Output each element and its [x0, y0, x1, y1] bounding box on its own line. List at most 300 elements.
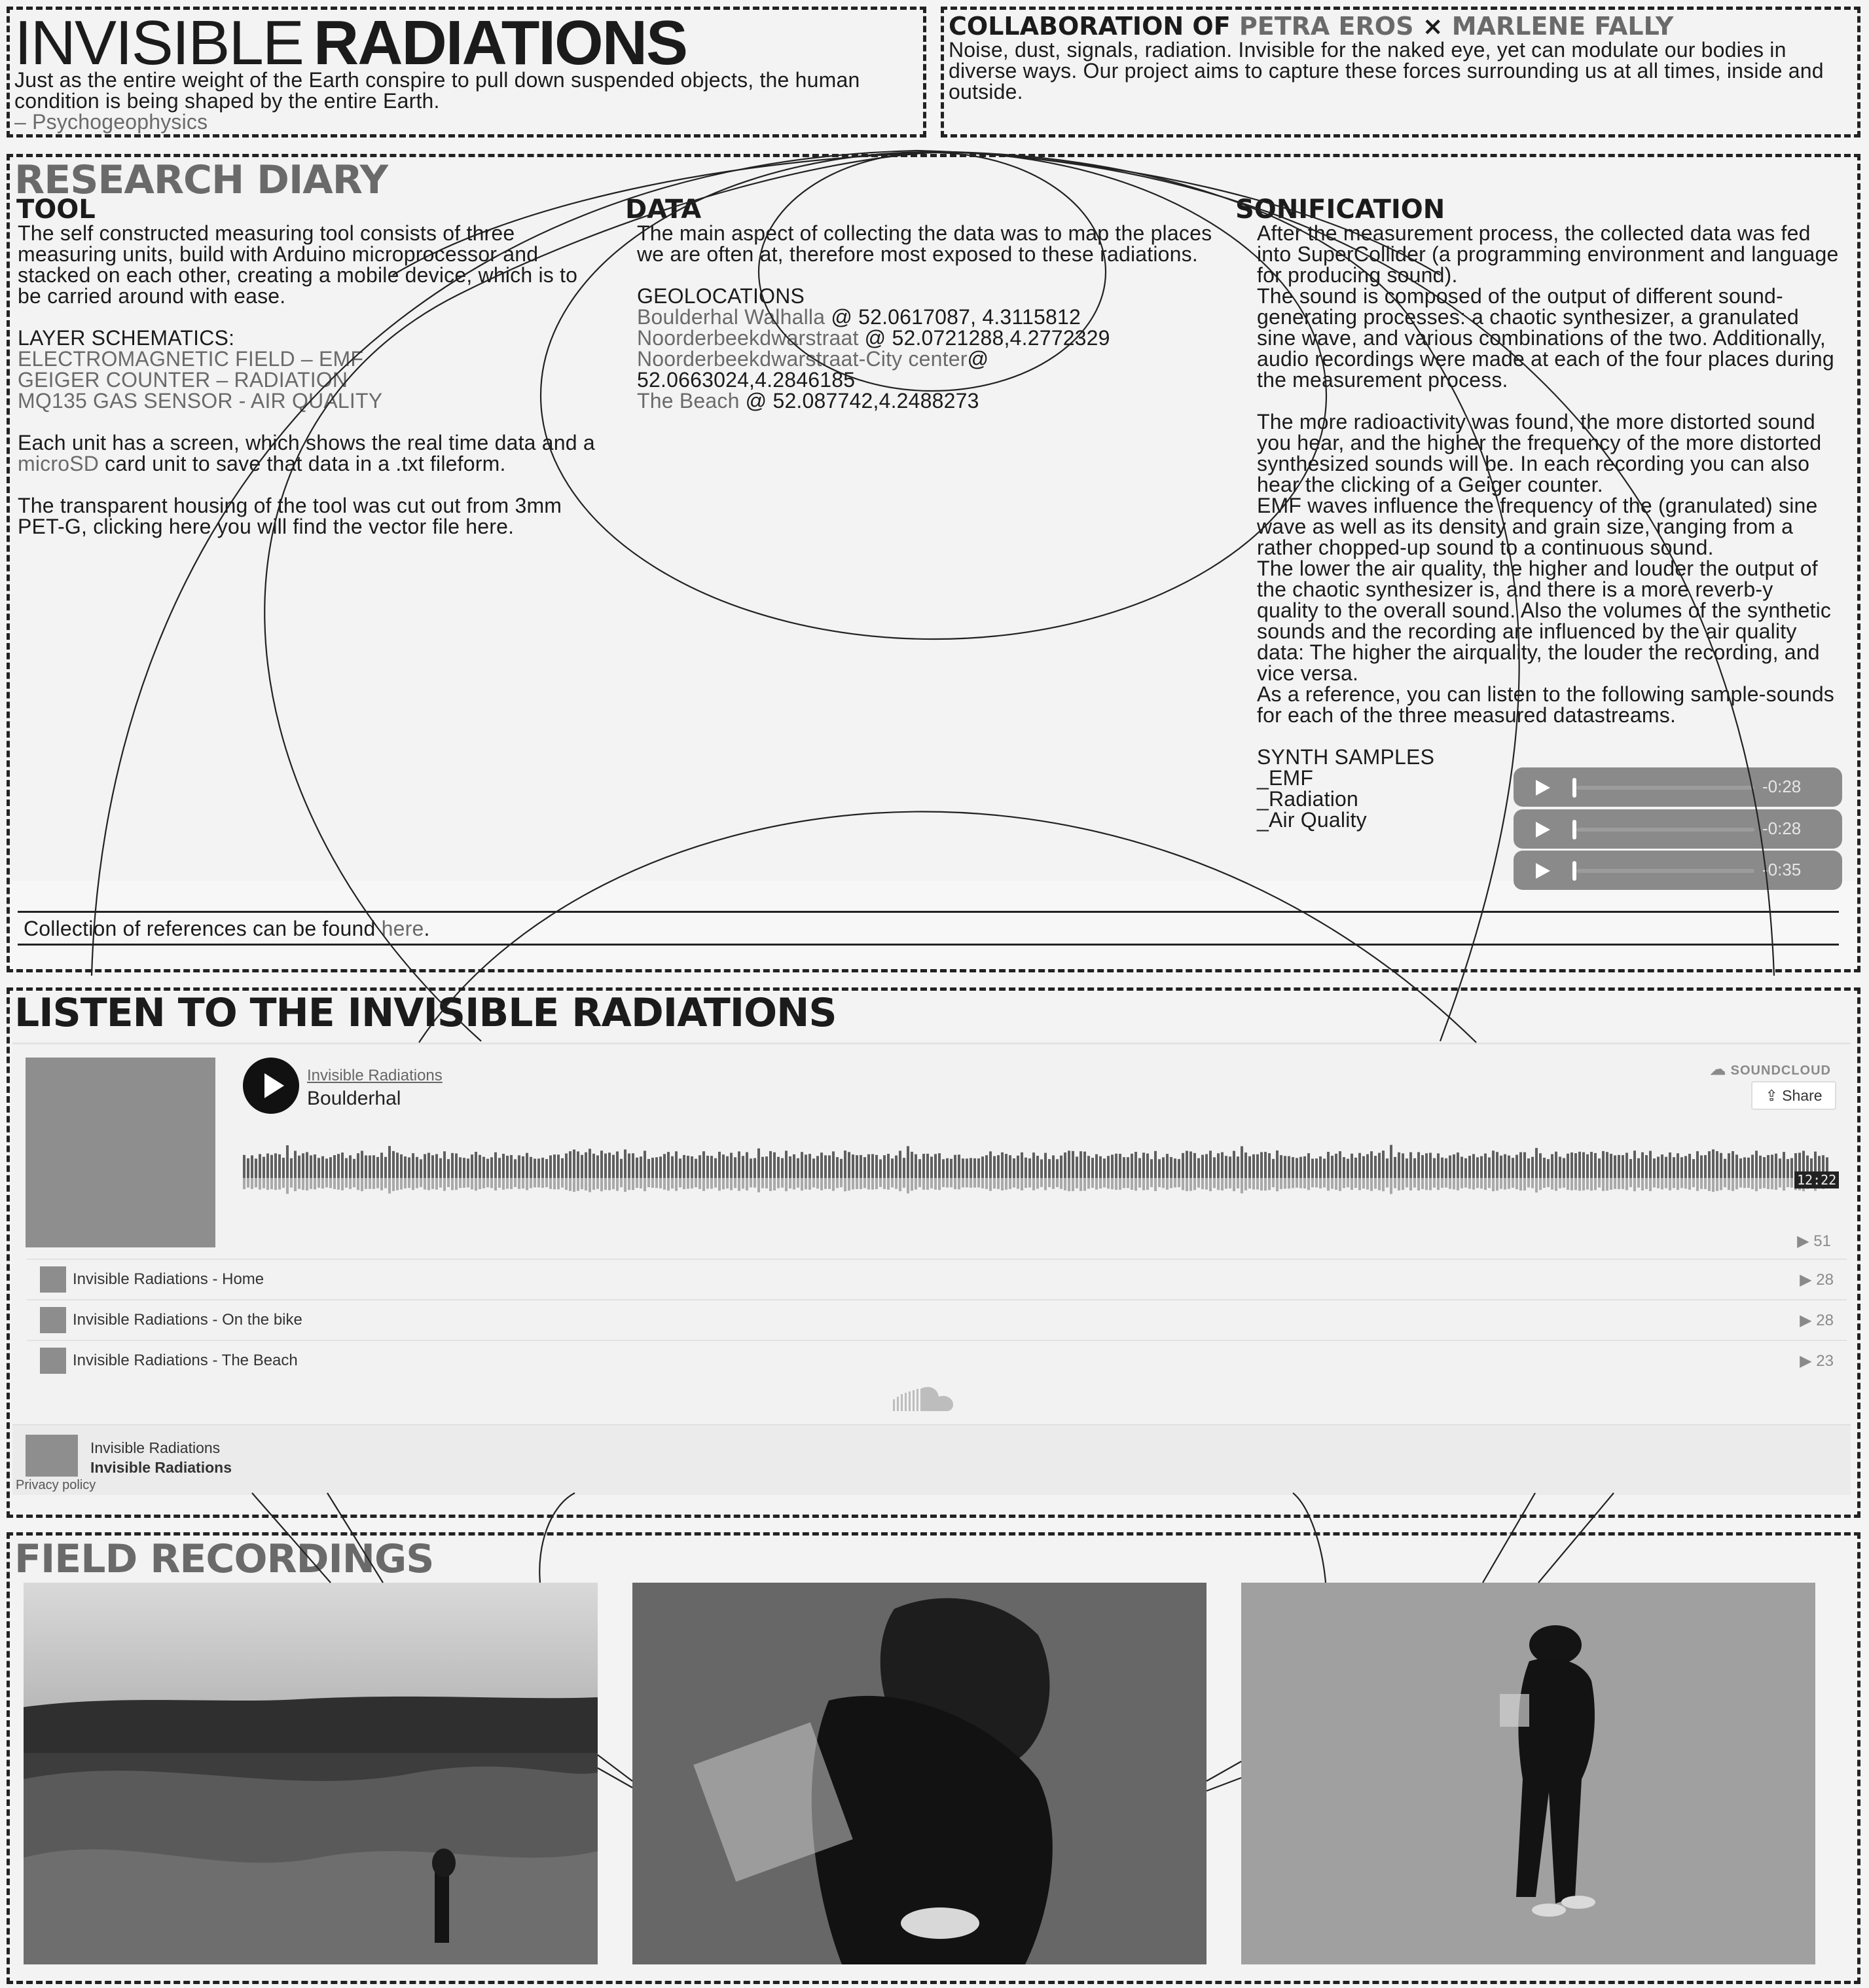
waveform-reflection — [585, 1178, 587, 1190]
waveform-reflection — [1292, 1178, 1294, 1188]
waveform-reflection — [380, 1178, 383, 1190]
waveform-bar — [451, 1153, 454, 1178]
waveform-bar — [282, 1158, 285, 1178]
waveform-reflection — [1512, 1178, 1514, 1188]
waveform-reflection — [812, 1178, 815, 1187]
collab-name-1[interactable]: PETRA EROS — [1239, 12, 1414, 41]
waveform-reflection — [1107, 1178, 1110, 1188]
waveform-bar — [1649, 1151, 1652, 1178]
waveform-reflection — [1005, 1178, 1007, 1190]
waveform-bar — [1382, 1150, 1385, 1178]
waveform-reflection — [1347, 1178, 1349, 1187]
waveform-reflection — [376, 1178, 379, 1188]
waveform-reflection — [789, 1178, 791, 1188]
waveform-bar — [1354, 1158, 1357, 1178]
references-link[interactable]: here — [381, 917, 424, 940]
waveform-bar — [314, 1154, 316, 1178]
waveform-bar — [616, 1151, 619, 1178]
waveform-bar — [706, 1156, 709, 1178]
waveform-reflection — [1657, 1178, 1660, 1188]
waveform-bar — [962, 1158, 964, 1178]
waveform-bar — [384, 1157, 387, 1178]
waveform-reflection — [1590, 1178, 1593, 1190]
photo-dunes[interactable] — [24, 1583, 598, 1964]
sonification-line: the measurement process. — [1257, 368, 1508, 392]
waveform-bar — [1284, 1156, 1286, 1178]
audio-time: -0:35 — [1762, 860, 1802, 879]
waveform-bar — [1716, 1151, 1718, 1178]
waveform-bar — [1142, 1152, 1145, 1178]
waveform-reflection — [1288, 1178, 1290, 1188]
waveform-bar — [1653, 1158, 1656, 1178]
waveform-bar — [1783, 1152, 1785, 1178]
geolocation-item: Noorderbeekdwarstraat-City center@ — [637, 347, 989, 371]
audio-player-air-quality[interactable] — [1514, 851, 1842, 890]
waveform-bar — [1610, 1154, 1612, 1178]
photo-measuring-tool[interactable] — [632, 1583, 1207, 1964]
play-icon[interactable] — [1536, 822, 1550, 838]
waveform-reflection — [922, 1178, 925, 1190]
waveform-reflection — [1189, 1178, 1192, 1191]
geolocation-link[interactable]: Noorderbeekdwarstraat — [637, 326, 859, 350]
privacy-policy-link[interactable]: Privacy policy — [16, 1478, 96, 1492]
waveform-reflection — [1680, 1178, 1683, 1188]
waveform-bar — [1362, 1156, 1365, 1178]
waveform-bar — [361, 1150, 363, 1178]
waveform-bar — [608, 1152, 611, 1178]
waveform-bar — [1193, 1153, 1196, 1178]
waveform-reflection — [675, 1178, 678, 1191]
waveform-bar — [1056, 1159, 1059, 1178]
waveform-bar — [553, 1154, 556, 1178]
waveform-bar — [1087, 1156, 1090, 1178]
waveform-reflection — [1633, 1178, 1636, 1191]
artist-link[interactable]: Invisible Radiations — [307, 1067, 443, 1084]
waveform-bar — [1107, 1156, 1110, 1178]
seek-track[interactable] — [1576, 786, 1754, 790]
waveform-bar — [1409, 1152, 1412, 1178]
share-button[interactable]: ⇪ Share — [1751, 1081, 1836, 1110]
waveform-reflection — [1080, 1178, 1082, 1191]
waveform-reflection — [1728, 1178, 1730, 1190]
waveform-reflection — [1743, 1178, 1746, 1188]
playlist-track-name[interactable]: Invisible Radiations - Home — [73, 1270, 264, 1288]
sonification-line: hear the clicking of a Geiger counter. — [1257, 473, 1603, 496]
waveform-bar — [1162, 1157, 1165, 1178]
waveform-reflection — [954, 1178, 956, 1189]
seek-track[interactable] — [1576, 869, 1754, 873]
waveform-reflection — [286, 1178, 289, 1194]
waveform-reflection — [781, 1178, 784, 1188]
waveform-bar — [1123, 1157, 1125, 1178]
waveform-reflection — [427, 1178, 430, 1190]
waveform-bar — [1500, 1156, 1502, 1178]
waveform-reflection — [1735, 1178, 1738, 1189]
waveform-bar — [1131, 1154, 1133, 1178]
waveform-bar — [1476, 1157, 1479, 1178]
waveform-reflection — [251, 1178, 253, 1189]
waveform-bar — [376, 1157, 379, 1178]
waveform-bar — [1472, 1154, 1475, 1178]
waveform-bar — [471, 1154, 473, 1178]
waveform-bar — [1028, 1158, 1031, 1178]
waveform-reflection — [1201, 1178, 1204, 1189]
waveform-bar — [298, 1156, 300, 1178]
waveform-reflection — [1123, 1178, 1125, 1188]
audio-player-radiation[interactable] — [1514, 809, 1842, 849]
waveform-reflection — [518, 1178, 520, 1189]
waveform-reflection — [1484, 1178, 1487, 1190]
waveform-bar — [687, 1156, 689, 1178]
waveform-bar — [353, 1159, 355, 1178]
waveform-bar — [738, 1151, 740, 1178]
collab-prefix: COLLABORATION OF — [949, 12, 1231, 41]
sonification-line: quality to the overall sound. Also the volumes of the synthetic — [1257, 598, 1832, 622]
waveform-reflection — [734, 1178, 736, 1188]
waveform-reflection — [1618, 1178, 1620, 1189]
waveform-bar — [1339, 1151, 1341, 1178]
audio-time: -0:28 — [1762, 777, 1802, 796]
waveform-bar — [1091, 1158, 1094, 1178]
waveform-reflection — [372, 1178, 375, 1189]
waveform-reflection — [514, 1178, 517, 1187]
waveform-bar — [848, 1152, 850, 1178]
waveform-reflection — [773, 1178, 776, 1190]
waveform-bar — [1276, 1150, 1279, 1178]
waveform-bar — [1488, 1158, 1491, 1178]
waveform-bar — [530, 1157, 532, 1178]
waveform-reflection — [1021, 1178, 1023, 1190]
waveform-reflection — [1441, 1178, 1443, 1188]
data-paragraph-line: we are often at, therefore most exposed to these radiations. — [637, 242, 1198, 266]
waveform-reflection — [1036, 1178, 1039, 1188]
geolocation-link[interactable]: The Beach — [637, 389, 740, 413]
synth-samples-heading: SYNTH SAMPLES — [1257, 745, 1435, 769]
waveform-bar — [416, 1157, 418, 1178]
collab-name-2[interactable]: MARLENE FALLY — [1451, 12, 1674, 41]
waveform-bar — [663, 1154, 666, 1178]
waveform-reflection — [1594, 1178, 1597, 1190]
layer-geiger-link[interactable]: GEIGER COUNTER – RADIATION — [18, 368, 348, 392]
waveform-reflection — [730, 1178, 733, 1190]
playlist-track-row[interactable] — [27, 1340, 1847, 1379]
waveform-reflection — [1464, 1178, 1467, 1188]
waveform-reflection — [1461, 1178, 1463, 1188]
sonification-line: The lower the air quality, the higher and louder the output of — [1257, 557, 1818, 580]
waveform-reflection — [1720, 1178, 1722, 1190]
sonification-line: generating processes: a chaotic synthesizer, a granulated — [1257, 305, 1799, 329]
waveform-bar — [911, 1152, 913, 1178]
waveform-reflection — [628, 1178, 630, 1190]
waveform-reflection — [946, 1178, 949, 1188]
waveform-bar — [392, 1151, 395, 1178]
waveform-bar — [1775, 1154, 1777, 1178]
waveform-bar — [1127, 1157, 1129, 1178]
waveform-bar — [742, 1156, 744, 1178]
waveform-bar — [1700, 1155, 1703, 1178]
tool-housing-line[interactable]: PET-G, clicking here you will find the vector file here. — [18, 515, 515, 538]
playlist-track-row[interactable] — [27, 1259, 1847, 1298]
waveform-reflection — [1205, 1178, 1208, 1190]
waveform-bar — [1582, 1152, 1585, 1178]
waveform-bar — [1111, 1154, 1114, 1178]
waveform-bar — [467, 1158, 469, 1178]
soundcloud-cloud-icon[interactable] — [892, 1385, 954, 1414]
waveform-reflection — [310, 1178, 312, 1189]
waveform-bar — [510, 1155, 513, 1178]
waveform-reflection — [1519, 1178, 1522, 1190]
waveform-reflection — [577, 1178, 579, 1191]
waveform-reflection — [1323, 1178, 1326, 1187]
waveform-bar — [1661, 1154, 1663, 1178]
waveform-reflection — [1677, 1178, 1679, 1190]
waveform-bar — [1441, 1158, 1443, 1178]
waveform-bar — [1260, 1152, 1263, 1178]
waveform-reflection — [714, 1178, 717, 1188]
sonification-line: EMF waves influence the frequency of the (granulated) sine — [1257, 494, 1818, 517]
waveform-bar — [1551, 1154, 1553, 1178]
waveform-reflection — [742, 1178, 744, 1188]
waveform-bar — [883, 1155, 886, 1178]
waveform-bar — [726, 1156, 729, 1178]
waveform-bar — [592, 1154, 595, 1178]
waveform-reflection — [1567, 1178, 1569, 1190]
waveform-reflection — [930, 1178, 933, 1188]
waveform-bar — [1080, 1151, 1082, 1178]
waveform-reflection — [1150, 1178, 1153, 1187]
waveform-reflection — [1319, 1178, 1322, 1188]
waveform-reflection — [361, 1178, 363, 1191]
waveform-bar — [1158, 1159, 1161, 1178]
play-button[interactable] — [243, 1058, 299, 1114]
waveform-bar — [640, 1156, 642, 1178]
waveform-bar — [522, 1156, 524, 1178]
waveform-reflection — [860, 1178, 862, 1189]
waveform-reflection — [1653, 1178, 1656, 1187]
waveform-bar — [966, 1158, 968, 1178]
waveform-reflection — [915, 1178, 917, 1190]
waveform-bar — [1146, 1154, 1149, 1178]
waveform-bar — [1358, 1153, 1361, 1178]
waveform-reflection — [1531, 1178, 1534, 1188]
waveform-bar — [486, 1159, 489, 1178]
waveform-bar — [600, 1150, 603, 1178]
waveform[interactable] — [243, 1135, 1834, 1220]
waveform-reflection — [1366, 1178, 1369, 1190]
track-artwork[interactable] — [26, 1058, 215, 1247]
waveform-bar — [357, 1153, 359, 1178]
waveform-reflection — [259, 1178, 261, 1190]
waveform-reflection — [1543, 1178, 1546, 1188]
waveform-bar — [1119, 1154, 1121, 1178]
waveform-reflection — [671, 1178, 674, 1188]
playlist-track-row[interactable] — [27, 1299, 1847, 1338]
waveform-reflection — [384, 1178, 387, 1188]
waveform-reflection — [608, 1178, 611, 1190]
waveform-bar — [612, 1155, 615, 1178]
waveform-reflection — [1421, 1178, 1424, 1189]
waveform-reflection — [424, 1178, 426, 1190]
waveform-reflection — [801, 1178, 803, 1190]
waveform-bar — [907, 1146, 909, 1178]
waveform-bar — [852, 1154, 854, 1178]
waveform-bar — [930, 1156, 933, 1178]
waveform-reflection — [1684, 1178, 1687, 1188]
waveform-reflection — [907, 1178, 909, 1194]
play-icon[interactable] — [1536, 780, 1550, 796]
waveform-reflection — [1700, 1178, 1703, 1189]
waveform-bar — [475, 1152, 477, 1178]
waveform-reflection — [1402, 1178, 1404, 1190]
waveform-bar — [596, 1155, 599, 1178]
waveform-reflection — [486, 1178, 489, 1187]
waveform-bar — [1319, 1156, 1322, 1178]
waveform-reflection — [938, 1178, 941, 1190]
waveform-bar — [302, 1153, 304, 1178]
waveform-bar — [388, 1146, 391, 1178]
play-icon[interactable] — [1536, 863, 1550, 879]
waveform-reflection — [541, 1178, 544, 1188]
waveform-reflection — [706, 1178, 709, 1188]
waveform-bar — [1052, 1155, 1055, 1178]
photo-beach[interactable] — [1241, 1583, 1815, 1964]
waveform-bar — [977, 1158, 980, 1178]
waveform-reflection — [412, 1178, 414, 1190]
waveform-reflection — [1127, 1178, 1129, 1188]
waveform-bar — [1586, 1154, 1589, 1178]
waveform-bar — [620, 1159, 623, 1178]
waveform-bar — [372, 1155, 375, 1178]
waveform-reflection — [1060, 1178, 1062, 1189]
waveform-reflection — [502, 1178, 505, 1190]
waveform-bar — [1594, 1153, 1597, 1178]
waveform-reflection — [644, 1178, 646, 1191]
footer-playlist[interactable]: Invisible Radiations — [90, 1459, 232, 1476]
waveform-reflection — [1138, 1178, 1141, 1188]
waveform-reflection — [828, 1178, 831, 1189]
playlist-track-name[interactable]: Invisible Radiations - The Beach — [73, 1352, 298, 1369]
waveform-bar — [765, 1156, 768, 1178]
layer-emf-link[interactable]: ELECTROMAGNETIC FIELD – EMF — [18, 347, 364, 371]
waveform-reflection — [726, 1178, 729, 1188]
waveform-reflection — [1048, 1178, 1051, 1187]
waveform-bar — [832, 1151, 835, 1178]
waveform-reflection — [1563, 1178, 1565, 1188]
waveform-bar — [1327, 1152, 1330, 1178]
waveform-bar — [1083, 1152, 1086, 1178]
waveform-reflection — [1178, 1178, 1180, 1187]
waveform-bar — [1527, 1158, 1530, 1178]
waveform-reflection — [337, 1178, 340, 1190]
waveform-reflection — [510, 1178, 513, 1189]
waveform-reflection — [659, 1178, 662, 1188]
waveform-reflection — [1645, 1178, 1648, 1189]
waveform-reflection — [333, 1178, 336, 1189]
waveform-bar — [667, 1152, 670, 1178]
waveform-bar — [1009, 1155, 1011, 1178]
waveform-reflection — [785, 1178, 788, 1191]
waveform-bar — [1637, 1158, 1640, 1178]
waveform-bar — [1241, 1146, 1243, 1178]
waveform-reflection — [1221, 1178, 1224, 1190]
waveform-reflection — [926, 1178, 929, 1190]
waveform-reflection — [679, 1178, 681, 1187]
waveform-bar — [1743, 1157, 1746, 1178]
waveform-bar — [1468, 1156, 1471, 1178]
footer-user[interactable]: Invisible Radiations — [90, 1439, 221, 1456]
waveform-reflection — [753, 1178, 756, 1188]
waveform-reflection — [1523, 1178, 1526, 1190]
waveform-bar — [1315, 1158, 1318, 1178]
waveform-reflection — [699, 1178, 701, 1189]
waveform-reflection — [1409, 1178, 1412, 1190]
waveform-reflection — [263, 1178, 265, 1188]
waveform-reflection — [695, 1178, 697, 1187]
waveform-bar — [695, 1159, 697, 1178]
waveform-reflection — [553, 1178, 556, 1189]
layer-gas-sensor-link[interactable]: MQ135 GAS SENSOR - AIR QUALITY — [18, 389, 383, 413]
audio-player-emf[interactable] — [1514, 767, 1842, 807]
waveform-bar — [1790, 1158, 1793, 1178]
waveform-bar — [537, 1158, 540, 1178]
sonification-line: rather chopped-up sound to a continuous sound. — [1257, 536, 1714, 559]
waveform-bar — [1453, 1154, 1455, 1178]
waveform-reflection — [1692, 1178, 1695, 1187]
user-avatar[interactable] — [26, 1435, 78, 1477]
sonification-line: audio recordings were made at each of the four places during — [1257, 347, 1834, 371]
waveform-bar — [942, 1159, 945, 1178]
waveform-reflection — [1056, 1178, 1059, 1187]
waveform-reflection — [1044, 1178, 1047, 1190]
waveform-bar — [702, 1151, 705, 1178]
waveform-bar — [506, 1156, 509, 1178]
waveform-bar — [463, 1158, 465, 1178]
waveform-reflection — [1547, 1178, 1550, 1187]
soundcloud-logo[interactable]: ☁ SOUNDCLOUD — [1710, 1061, 1831, 1078]
collab-heading — [949, 12, 1673, 41]
waveform-bar — [730, 1152, 733, 1178]
waveform-reflection — [757, 1178, 760, 1192]
sonification-line: wave as well as its density and grain size, ranging from a — [1257, 515, 1794, 538]
geolocation-link[interactable]: Noorderbeekdwarstraat-City center — [637, 347, 968, 371]
playlist-track-name[interactable]: Invisible Radiations - On the bike — [73, 1311, 302, 1329]
waveform-bar — [400, 1154, 403, 1178]
waveform-reflection — [1331, 1178, 1334, 1188]
geolocations-heading: GEOLOCATIONS — [637, 284, 805, 308]
waveform-reflection — [1445, 1178, 1447, 1188]
waveform-bar — [1017, 1156, 1019, 1178]
waveform-bar — [1186, 1151, 1188, 1178]
waveform-reflection — [1767, 1178, 1769, 1189]
waveform-reflection — [321, 1178, 324, 1188]
waveform-bar — [1248, 1156, 1251, 1178]
waveform-reflection — [738, 1178, 740, 1191]
waveform-reflection — [761, 1178, 764, 1188]
waveform-reflection — [1614, 1178, 1616, 1189]
waveform-bar — [973, 1158, 976, 1178]
waveform-bar — [636, 1158, 638, 1178]
waveform-reflection — [545, 1178, 548, 1187]
waveform-bar — [266, 1154, 269, 1178]
geolocation-link[interactable]: Boulderhal Walhalla — [637, 305, 826, 329]
waveform-reflection — [479, 1178, 481, 1189]
tool-paragraph-line: be carried around with ease. — [18, 284, 286, 308]
microsd-link[interactable]: microSD — [18, 452, 100, 475]
waveform-reflection — [1732, 1178, 1734, 1191]
seek-track[interactable] — [1576, 828, 1754, 832]
collab-line-2: diverse ways. Our project aims to capture these forces surrounding us at all times, inside and — [949, 59, 1824, 83]
sonification-line: vice versa. — [1257, 661, 1359, 685]
